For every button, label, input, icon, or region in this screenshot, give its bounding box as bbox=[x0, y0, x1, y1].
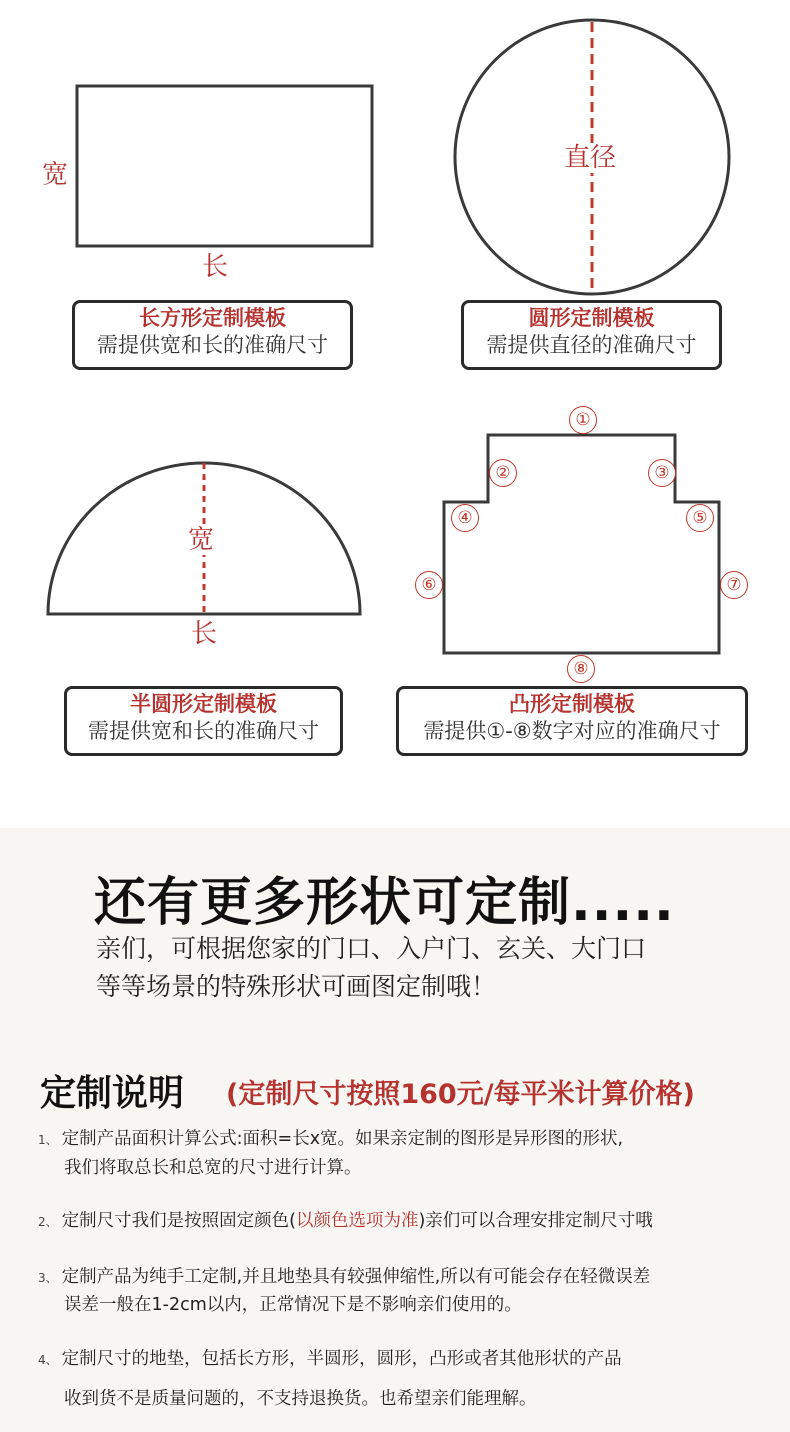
note-item-1-num: 1、 bbox=[38, 1133, 58, 1147]
convex-marker-4: ④ bbox=[451, 504, 479, 532]
convex-marker-7: ⑦ bbox=[720, 571, 748, 599]
rectangle-length-label: 长 bbox=[202, 252, 229, 282]
convex-marker-5: ⑤ bbox=[686, 504, 714, 532]
note-item-4-line1: 定制尺寸的地垫，包括长方形，半圆形，圆形，凸形或者其他形状的产品 bbox=[61, 1349, 622, 1369]
rectangle-shape bbox=[77, 86, 372, 246]
rectangle-template-card bbox=[72, 300, 353, 370]
semicircle-template-card bbox=[64, 686, 343, 756]
circle-diameter-label: 直径 bbox=[564, 143, 617, 173]
note-item-3-num: 3、 bbox=[38, 1271, 58, 1285]
convex-marker-1: ① bbox=[569, 406, 597, 434]
note-item-2-post: )亲们可以合理安排定制尺寸哦 bbox=[418, 1211, 653, 1231]
circle-card-desc: 需提供直径的准确尺寸 bbox=[486, 333, 697, 357]
semicircle-card-desc: 需提供宽和长的准确尺寸 bbox=[88, 719, 319, 743]
rectangle-card-desc: 需提供宽和长的准确尺寸 bbox=[97, 333, 328, 357]
note-item-3-line1: 定制产品为纯手工定制,并且地垫具有较强伸缩性,所以有可能会存在轻微误差 bbox=[61, 1267, 651, 1287]
note-item-3-line2: 误差一般在1-2cm以内，正常情况下是不影响亲们使用的。 bbox=[64, 1295, 522, 1315]
convex-marker-2: ② bbox=[489, 459, 517, 487]
more-shapes-line1: 亲们，可根据您家的门口、入户门、玄关、大门口 bbox=[96, 934, 647, 963]
convex-card-desc: 需提供①-⑧数字对应的准确尺寸 bbox=[423, 719, 721, 743]
note-item-2-num: 2、 bbox=[38, 1215, 58, 1229]
note-item-1-line1: 定制产品面积计算公式:面积=长x宽。如果亲定制的图形是异形图的形状, bbox=[61, 1129, 624, 1149]
convex-template-card bbox=[396, 686, 748, 756]
convex-marker-8: ⑧ bbox=[567, 655, 595, 683]
note-item-1 bbox=[38, 1126, 623, 1153]
note-item-2 bbox=[38, 1208, 653, 1235]
convex-card-title: 凸形定制模板 bbox=[509, 692, 635, 716]
semicircle-card-title: 半圆形定制模板 bbox=[130, 692, 277, 716]
convex-shape bbox=[444, 435, 719, 653]
note-item-4 bbox=[38, 1346, 622, 1373]
rectangle-width-label: 宽 bbox=[42, 160, 69, 190]
convex-marker-6: ⑥ bbox=[415, 571, 443, 599]
note-item-1-line2: 我们将取总长和总宽的尺寸进行计算。 bbox=[64, 1158, 362, 1178]
circle-card-title: 圆形定制模板 bbox=[528, 306, 655, 330]
note-item-3 bbox=[38, 1264, 650, 1291]
semicircle-length-label: 长 bbox=[191, 619, 218, 649]
more-shapes-headline: 还有更多形状可定制..... bbox=[94, 873, 675, 933]
semicircle-width-label: 宽 bbox=[188, 525, 215, 555]
note-item-2-highlight: 以颜色选项为准 bbox=[295, 1211, 419, 1231]
notes-title: 定制说明 bbox=[40, 1073, 185, 1114]
circle-template-card bbox=[461, 300, 722, 370]
note-item-2-pre: 定制尺寸我们是按照固定颜色( bbox=[61, 1211, 296, 1231]
convex-marker-3: ③ bbox=[648, 459, 676, 487]
notes-price-note: (定制尺寸按照160元/每平米计算价格) bbox=[226, 1079, 695, 1110]
rectangle-card-title: 长方形定制模板 bbox=[139, 306, 286, 330]
more-shapes-line2: 等等场景的特殊形状可画图定制哦！ bbox=[96, 972, 497, 1001]
note-item-4-line2: 收到货不是质量问题的，不支持退换货。也希望亲们能理解。 bbox=[64, 1389, 537, 1409]
note-item-4-num: 4、 bbox=[38, 1353, 58, 1367]
